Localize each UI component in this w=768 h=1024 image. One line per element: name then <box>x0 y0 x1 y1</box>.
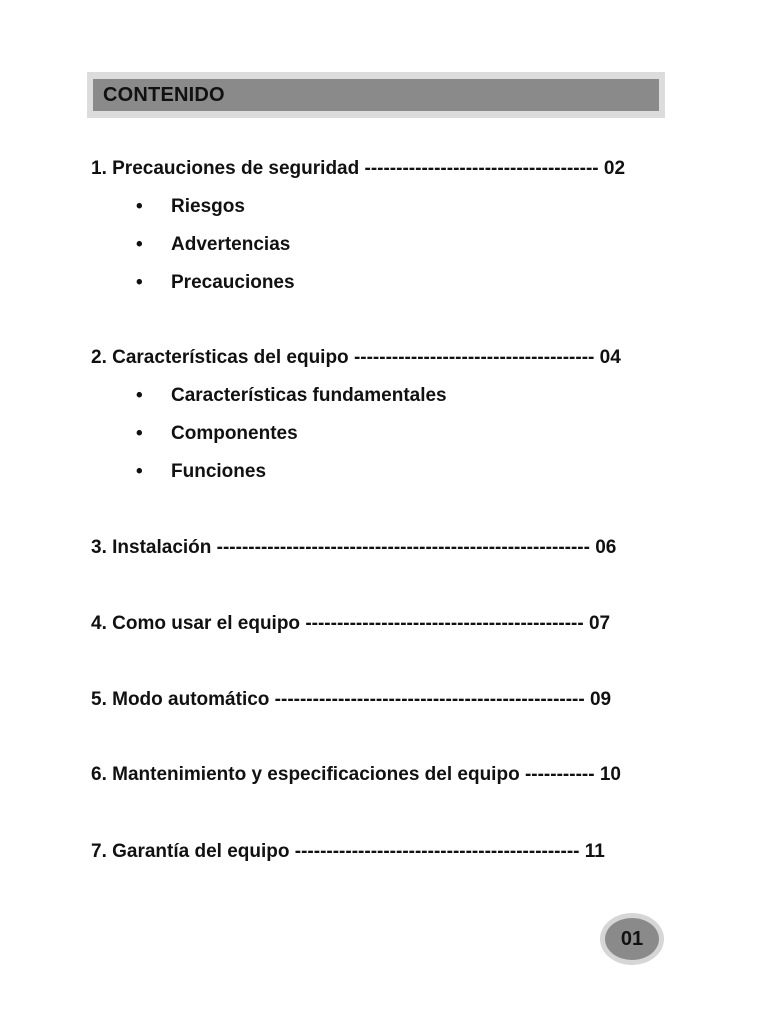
toc-entry-6: 6. Mantenimiento y especificaciones del equipo ----------- 10 <box>91 764 621 785</box>
toc-subitem <box>136 234 290 256</box>
contents-header-bar <box>93 79 659 111</box>
page-number-badge-fill <box>605 918 659 960</box>
contents-header-band <box>87 72 665 118</box>
bullet-icon: • <box>136 385 143 406</box>
toc-entry-1: 1. Precauciones de seguridad ------------------------------------- 02 <box>91 158 626 179</box>
toc-subitem <box>136 461 266 483</box>
toc-subitem <box>136 196 245 218</box>
bullet-icon: • <box>136 234 143 255</box>
toc-subitem-label: Funciones <box>171 461 267 482</box>
bullet-icon: • <box>136 196 143 217</box>
toc-subitem <box>136 385 447 407</box>
bullet-icon: • <box>136 272 143 293</box>
toc-entry-4: 4. Como usar el equipo -------------------------------------------- 07 <box>91 613 611 634</box>
bullet-icon: • <box>136 461 143 482</box>
toc-entry-2: 2. Características del equipo -------------------------------------- 04 <box>91 347 621 368</box>
toc-entry-3: 3. Instalación ----------------------------------------------------------- 06 <box>91 537 617 558</box>
toc-subitem <box>136 272 295 294</box>
bullet-icon: • <box>136 423 143 444</box>
toc-subitem-label: Características fundamentales <box>171 385 447 406</box>
page-number-badge <box>600 913 664 965</box>
toc-subitem-label: Precauciones <box>171 272 295 293</box>
toc-subitem-label: Advertencias <box>171 234 291 255</box>
toc-subitem-label: Riesgos <box>171 196 245 217</box>
contents-title: CONTENIDO <box>103 84 225 106</box>
toc-subitem <box>136 423 298 445</box>
toc-entry-5: 5. Modo automático ------------------------------------------------- 09 <box>91 689 612 710</box>
toc-subitem-label: Componentes <box>171 423 298 444</box>
toc-entry-7: 7. Garantía del equipo --------------------------------------------- 11 <box>91 841 605 862</box>
page-number: 01 <box>620 928 644 950</box>
